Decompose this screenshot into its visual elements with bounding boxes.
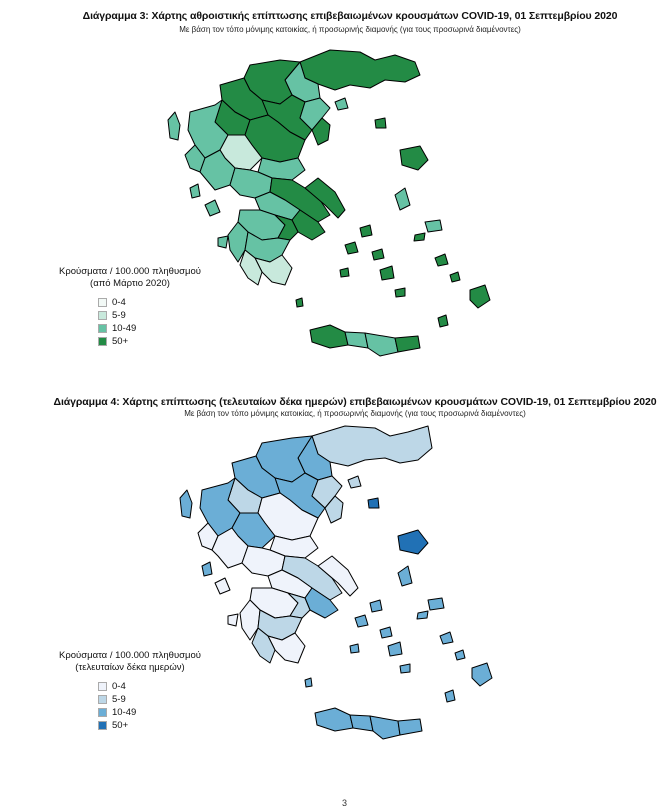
legend-label: 0-4: [112, 681, 126, 692]
legend-label: 50+: [112, 336, 129, 347]
legend-label: 0-4: [112, 297, 126, 308]
map-region: [370, 600, 382, 612]
map-region: [400, 664, 410, 673]
legend-title-line1: Κρούσματα / 100.000 πληθυσμού: [59, 266, 201, 277]
page-number: 3: [342, 798, 348, 808]
map-region: [348, 476, 361, 488]
map-region: [345, 242, 358, 254]
map-region: [350, 644, 359, 653]
map-region: [375, 118, 386, 128]
map-region: [455, 650, 465, 660]
map-region: [180, 490, 192, 518]
map-region: [202, 562, 212, 576]
map-region: [472, 663, 492, 686]
legend-swatch: [98, 682, 107, 691]
legend-title-line2: (από Μάρτιο 2020): [90, 278, 170, 289]
map-subtitle: Με βάση τον τόπο μόνιμης κατοικίας, ή προσωρινής διαμονής (για τους προσωρινά διαμένοντες): [184, 409, 526, 418]
legend-title: [40, 266, 220, 290]
map-region: [435, 254, 448, 266]
map-region: [400, 146, 428, 170]
map-block-last-ten-days: [0, 388, 670, 788]
map-region: [372, 249, 384, 260]
map-region: [218, 236, 228, 248]
legend-item: [98, 693, 220, 706]
legend-title: [40, 650, 220, 674]
map-region: [395, 336, 420, 352]
map-region: [355, 615, 368, 627]
legend-swatch: [98, 695, 107, 704]
map-region: [205, 200, 220, 216]
map-subtitle: Με βάση τον τόπο μόνιμης κατοικίας, ή προσωρινής διαμονής (για τους προσωρινά διαμένοντες): [179, 25, 521, 34]
map-region: [445, 690, 455, 702]
map-region: [380, 627, 392, 638]
map-region: [310, 325, 348, 348]
map-region: [438, 315, 448, 327]
legend-swatch: [98, 298, 107, 307]
map-region: [345, 332, 368, 348]
map-region: [417, 611, 428, 619]
map-region: [440, 632, 453, 644]
legend-title-line2: (τελευταίων δέκα ημερών): [75, 662, 185, 673]
legend-title-line1: Κρούσματα / 100.000 πληθυσμού: [59, 650, 201, 661]
map-region: [296, 298, 303, 307]
map-region: [215, 578, 230, 594]
map-region: [228, 614, 238, 626]
map-region: [470, 285, 490, 308]
map-region: [388, 642, 402, 656]
legend-item: [98, 309, 220, 322]
legend-label: 50+: [112, 720, 129, 731]
map-region: [365, 333, 398, 356]
legend-item: [98, 335, 220, 348]
map-region: [350, 715, 373, 731]
map-region: [315, 708, 353, 731]
map-region: [395, 188, 410, 210]
map-region: [425, 220, 442, 232]
map-region: [398, 566, 412, 586]
legend-item: [98, 719, 220, 732]
legend-swatch: [98, 311, 107, 320]
map-region: [395, 288, 405, 297]
legend-item: [98, 680, 220, 693]
map-region: [168, 112, 180, 140]
legend-label: 5-9: [112, 694, 126, 705]
map-region: [368, 498, 379, 508]
map-legend: [40, 266, 220, 348]
legend-label: 5-9: [112, 310, 126, 321]
map-region: [450, 272, 460, 282]
map-legend: [40, 650, 220, 732]
map-regions: [180, 426, 492, 739]
legend-label: 10-49: [112, 323, 137, 334]
legend-item: [98, 322, 220, 335]
legend-swatch: [98, 708, 107, 717]
map-region: [398, 719, 422, 735]
map-region: [428, 598, 444, 610]
map-region: [312, 426, 432, 466]
map-title: Διάγραμμα 3: Χάρτης αθροιστικής επίπτωσης επιβεβαιωμένων κρουσμάτων COVID-19, 01 Σεπτεμβρίου 2020: [82, 10, 618, 22]
legend-swatch: [98, 337, 107, 346]
map-region: [398, 530, 428, 554]
map-region: [305, 678, 312, 687]
legend-swatch: [98, 324, 107, 333]
map-region: [340, 268, 349, 277]
map-title: Διάγραμμα 4: Χάρτης επίπτωσης (τελευταίων δέκα ημερών) επιβεβαιωμένων κρουσμάτων COVID-19, 01 Σεπτεμβρίου 2020: [53, 396, 657, 408]
map-region: [370, 716, 400, 739]
map-region: [360, 225, 372, 237]
legend-item: [98, 706, 220, 719]
map-region: [335, 98, 348, 110]
map-region: [190, 184, 200, 198]
map-block-cumulative: [0, 0, 670, 380]
map-region: [380, 266, 394, 280]
legend-item: [98, 296, 220, 309]
legend-swatch: [98, 721, 107, 730]
legend-label: 10-49: [112, 707, 137, 718]
map-region: [414, 233, 425, 241]
